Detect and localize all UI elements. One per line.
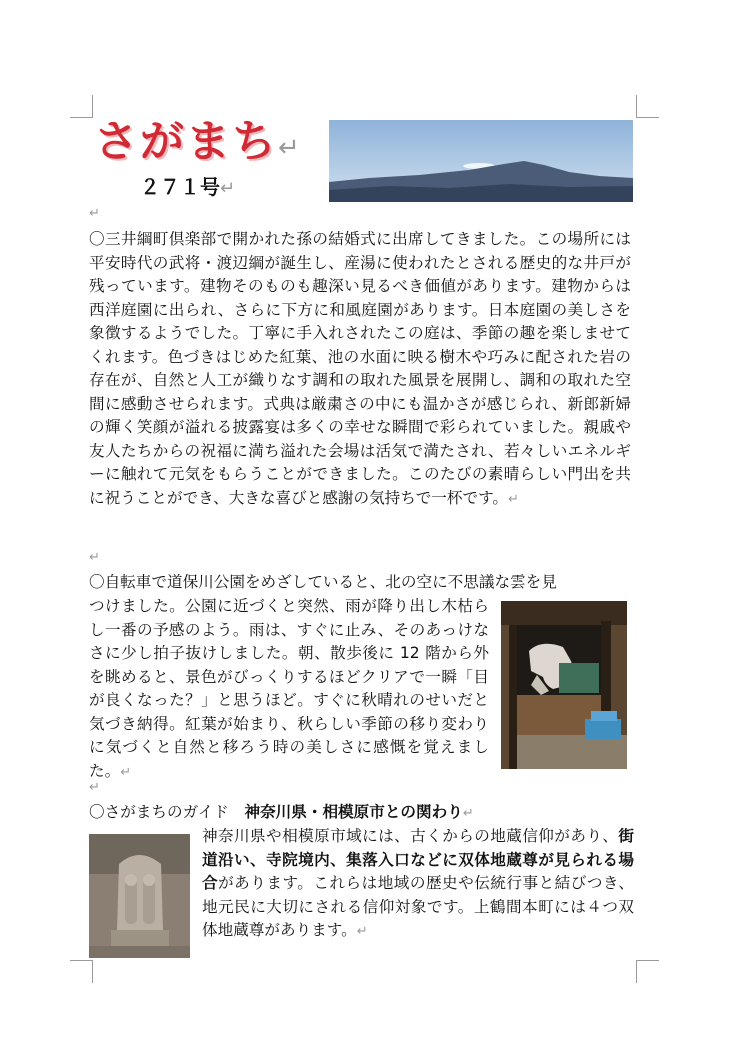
guide-body-text-2: があります。これらは地域の歴史や伝統行事と結びつき、地元民に大切にされる信仰対象です。上鶴間本町には４つ双体地蔵尊があります。 bbox=[202, 874, 634, 939]
horse-in-stable-photo bbox=[501, 601, 627, 769]
horse-photo-graphic bbox=[501, 601, 627, 769]
paragraph-mark: ↵ bbox=[462, 806, 474, 821]
mountain-photo-graphic bbox=[329, 120, 633, 202]
issue-number bbox=[140, 172, 235, 204]
paragraph-mark: ↵ bbox=[120, 764, 132, 780]
crop-mark-bottom-left bbox=[70, 960, 93, 983]
paragraph-mark: ↵ bbox=[89, 780, 100, 795]
section-cycling-paragraph bbox=[89, 595, 489, 784]
crop-mark-top-right bbox=[636, 95, 659, 118]
twin-jizo-statue-photo bbox=[89, 834, 190, 958]
guide-heading-prefix: 〇さがまちのガイド bbox=[89, 803, 245, 821]
paragraph-mark: ↵ bbox=[89, 550, 100, 565]
section-guide-paragraph bbox=[202, 825, 634, 944]
paragraph-mark: ↵ bbox=[220, 178, 236, 199]
paragraph-mark: ↵ bbox=[89, 206, 100, 221]
mountain-landscape-photo bbox=[329, 120, 633, 202]
guide-body-text-1: 神奈川県や相模原市域には、古くからの地蔵信仰があり、 bbox=[202, 827, 619, 845]
section-cycling-text: つけました。公園に近づくと突然、雨が降り出し木枯らし一番の予感のよう。雨は、すぐに止み、そのあっけなさに少し拍子抜けしました。朝、散歩後に 12 階から外を眺めると、景色がびっくりするほどクリアで一瞬「目が良くなった？」と思うほど。すぐに秋晴れのせいだと気づき納得。紅葉が始まり、秋らしい季節の移り変わりに気づくと自然と移ろう時の美しさに感慨を覚えました。 bbox=[89, 597, 489, 780]
newsletter-title bbox=[94, 112, 302, 178]
section-guide-heading bbox=[89, 801, 631, 826]
guide-heading-topic: 神奈川県・相模原市との関わり bbox=[244, 803, 463, 821]
guide-body-bold: 街道沿い、寺院境内、集落入口などに双体地蔵尊が見られる場合 bbox=[202, 827, 634, 892]
section-wedding-text: 〇三井綱町倶楽部で開かれた孫の結婚式に出席してきました。この場所には平安時代の武将・渡辺綱が誕生し、産湯に使われたとされる歴史的な井戸が残っています。建物そのものも趣深い見るべき価値があります。建物からは西洋庭園に出られ、さらに下方に和風庭園があります。日本庭園の美しさを象徴するようでした。丁寧に手入れされたこの庭は、季節の趣を楽しませてくれます。色づきはじめた紅葉、池の水面に映る樹木や巧みに配された岩の存在が、自然と人工が織りなす調和の取れた風景を展開し、調和の取れた空間に感動させられます。式典は厳粛さの中にも温かさが感じられ、新郎新婦の輝く笑顔が溢れる披露宴は多くの幸せな瞬間で彩られていました。親戚や友人たちからの祝福に満ち溢れた会場は活気で満たされ、若々しいエネルギーに触れて元気をもらうことができました。このたびの素晴らしい門出を共に祝うことができ、大きな喜びと感謝の気持ちで一杯です。 bbox=[89, 230, 631, 507]
crop-mark-top-left bbox=[70, 95, 93, 118]
issue-text: ２７１号 bbox=[140, 175, 220, 199]
paragraph-mark: ↵ bbox=[278, 133, 302, 163]
section-cycling-first-line: 〇自転車で道保川公園をめざしていると、北の空に不思議な雲を見 bbox=[89, 573, 557, 591]
paragraph-mark: ↵ bbox=[356, 924, 368, 939]
title-text: さがまち bbox=[94, 116, 278, 167]
jizo-photo-graphic bbox=[89, 834, 190, 958]
paragraph-mark: ↵ bbox=[508, 491, 519, 507]
section-wedding-paragraph bbox=[89, 228, 631, 511]
crop-mark-bottom-right bbox=[636, 960, 659, 983]
